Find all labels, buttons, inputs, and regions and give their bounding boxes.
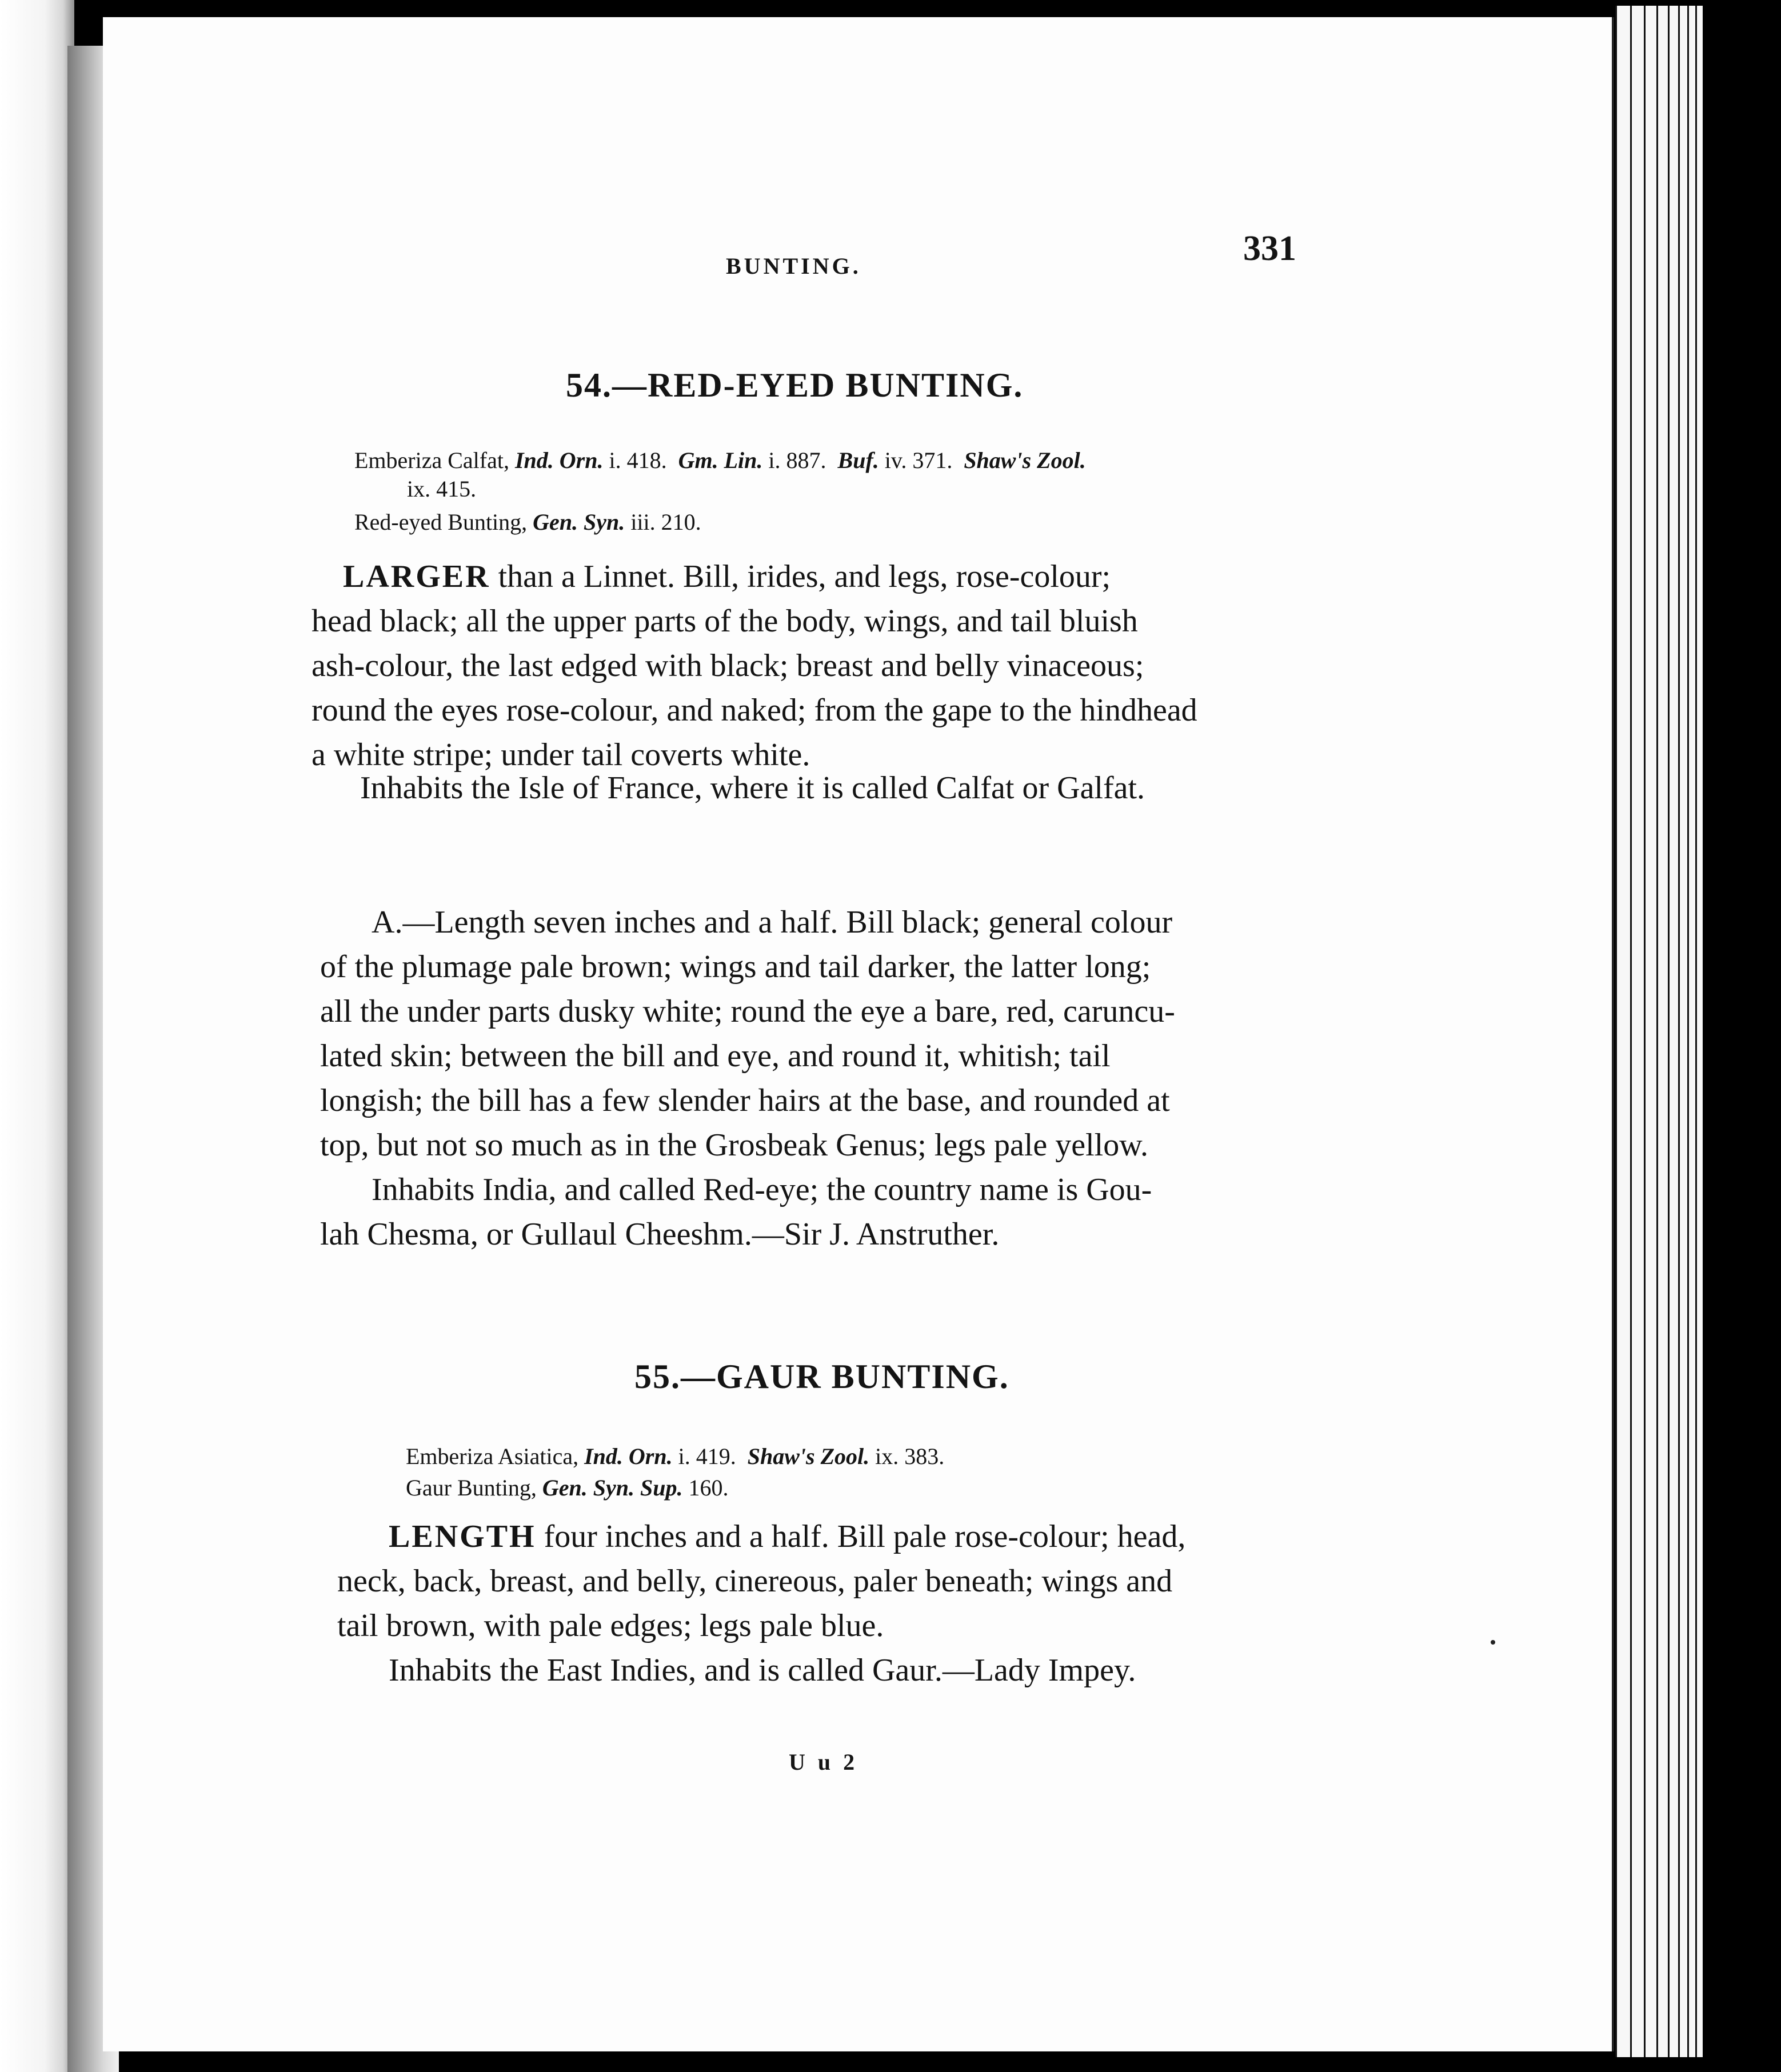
species-55-description: LENGTH four inches and a half. Bill pale rose-colour; head, neck, back, breast, and belly, cinereous, paler beneath; wings and tail brown, with pale edges; legs pale blue. Inhabits the East Indies, and is called Gaur.—Lady Impey. <box>337 1519 1186 1688</box>
species-55-heading: 55.—GAUR BUNTING. <box>634 1358 1009 1395</box>
signature-mark: U u 2 <box>789 1749 858 1775</box>
running-title: BUNTING. <box>726 253 861 279</box>
species-54-variety-a: A.—Length seven inches and a half. Bill black; general colour of the plumage pale brown; wings and tail darker, the latter long; all the under parts dusky white; round the eye a bare, red, caruncu- lated skin; between the bill and eye, and round it, whitish; tail longish; the bill has a few slender hairs at the base, and rounded at top, but not so much as in the Grosbeak Genus; legs pale yellow. Inhabits India, and called Red-eye; the country name is Gou- lah Chesma, or Gullaul Cheeshm.—Sir J. Anstruther. <box>320 905 1175 1252</box>
page-number: 331 <box>1243 229 1296 268</box>
species-55-reference-2: Gaur Bunting, Gen. Syn. Sup. 160. <box>406 1475 729 1501</box>
species-54-reference-1: Emberiza Calfat, Ind. Orn. i. 418. Gm. Lin. i. 887. Buf. iv. 371. Shaw's Zool. <box>354 447 1086 473</box>
species-54-reference-2: Red-eyed Bunting, Gen. Syn. iii. 210. <box>354 509 701 535</box>
species-55-reference-1: Emberiza Asiatica, Ind. Orn. i. 419. Shaw's Zool. ix. 383. <box>406 1443 945 1469</box>
speck <box>1491 1640 1495 1645</box>
species-54-description: LARGER than a Linnet. Bill, irides, and legs, rose-colour; head black; all the upper parts of the body, wings, and tail bluish ash-colour, the last edged with black; breast and belly vinaceous; round the eyes rose-colour, and naked; from the gape to the hindhead a white stripe; under tail coverts white. <box>312 559 1197 773</box>
species-54-heading: 54.—RED-EYED BUNTING. <box>566 366 1024 404</box>
species-54-habitat: Inhabits the Isle of France, where it is called Calfat or Galfat. <box>360 770 1145 806</box>
species-54-reference-1-cont: ix. 415. <box>407 476 477 502</box>
